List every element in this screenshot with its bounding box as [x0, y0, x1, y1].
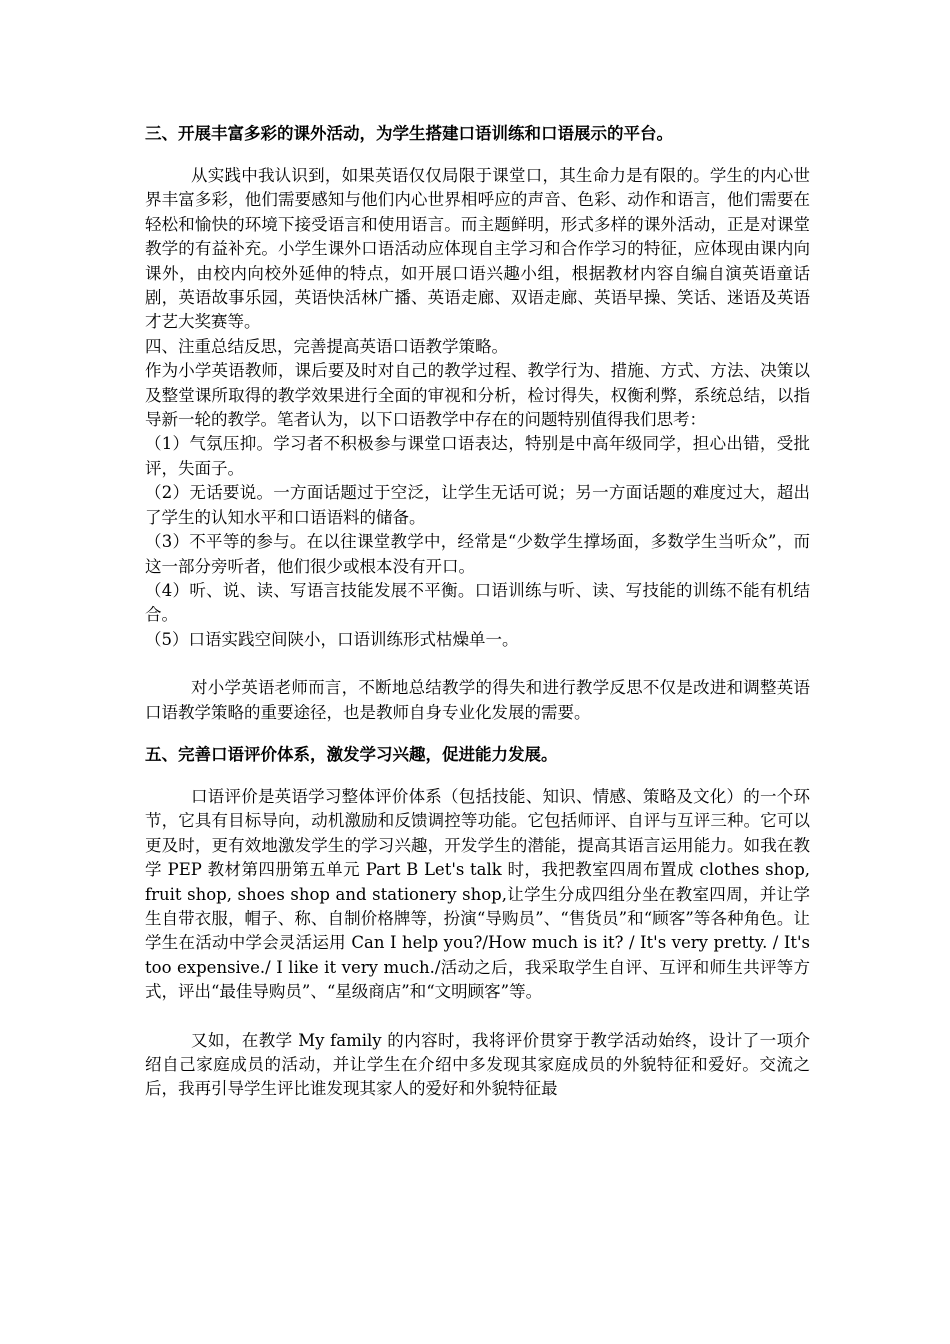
section-5-paragraph-1: 口语评价是英语学习整体评价体系（包括技能、知识、情感、策略及文化）的一个环节，它具有目标导向，动机激励和反馈调控等功能。它包括师评、自评与互评三种。它可以更及时，更有效地激发学生的学习兴趣，开发学生的潜能，提高其语言运用能力。如我在教学 PEP 教材第四册第五单元 Part B Let's talk 时，我把教室四周布置成 clothes shop, fruit shop, shoes shop and stationery shop,让学生分成四组分坐在教室四周，并让学生自带衣服，帽子、称、自制价格牌等，扮演“导购员”、“售货员”和“顾客”等各种角色。让学生在活动中学会灵活运用 Can I help you?/How much is it? / It's very pretty. / It's too expensive./ I like it very much./活动之后，我采取学生自评、互评和师生共评等方式，评出“最佳导购员”、“星级商店”和“文明顾客”等。	[145, 786, 810, 1002]
list-item: （2）无话要说。一方面话题过于空泛，让学生无话可说；另一方面话题的难度过大，超出了学生的认知水平和口语语料的储备。	[145, 483, 810, 527]
section-4-intro: 作为小学英语教师，课后要及时对自己的教学过程、教学行为、措施、方式、方法、决策以及整堂课所取得的教学效果进行全面的审视和分析，检讨得失，权衡利弊，系统总结，以指导新一轮的教学。笔者认为，以下口语教学中存在的问题特别值得我们思考：	[145, 361, 810, 430]
spacer	[145, 652, 810, 676]
spacer	[145, 148, 810, 164]
document-page	[145, 120, 810, 1102]
list-item: （1）气氛压抑。学习者不积极参与课堂口语表达，特别是中高年级同学，担心出错，受批评，失面子。	[145, 434, 810, 478]
list-item: （5）口语实践空间陕小，口语训练形式枯燥单一。	[145, 629, 519, 649]
spacer	[145, 769, 810, 785]
section-5-paragraph-2: 又如，在教学 My family 的内容时，我将评价贯穿于教学活动始终，设计了一项介绍自己家庭成员的活动，并让学生在介绍中多发现其家庭成员的外貌特征和爱好。交流之后，我再引导学生评比谁发现其家人的爱好和外貌特征最	[145, 1030, 810, 1099]
list-item: （4）听、说、读、写语言技能发展不平衡。口语训练与听、读、写技能的训练不能有机结合。	[145, 580, 810, 625]
section-4-heading: 四、注重总结反思，完善提高英语口语教学策略。	[145, 336, 508, 356]
spacer	[145, 1005, 810, 1029]
section-4-conclusion: 对小学英语老师而言，不断地总结教学的得失和进行教学反思不仅是改进和调整英语口语教学策略的重要途径，也是教师自身专业化发展的需要。	[145, 678, 810, 722]
section-5-heading: 五、完善口语评价体系，激发学习兴趣，促进能力发展。	[145, 744, 558, 764]
spacer	[145, 725, 810, 741]
section-3-paragraph: 从实践中我认识到，如果英语仅仅局限于课堂口，其生命力是有限的。学生的内心世界丰富多彩，他们需要感知与他们内心世界相呼应的声音、色彩、动作和语言，他们需要在轻松和愉快的环境下接受语言和使用语言。而主题鲜明，形式多样的课外活动，正是对课堂教学的有益补充。小学生课外口语活动应体现自主学习和合作学习的特征，应体现由课内向课外，由校内向校外延伸的特点，如开展口语兴趣小组，根据教材内容自编自演英语童话剧，英语故事乐园，英语快活林广播、英语走廊、双语走廊、英语早操、笑话、迷语及英语才艺大奖赛等。	[145, 166, 810, 332]
section-3-heading: 三、开展丰富多彩的课外活动，为学生搭建口语训练和口语展示的平台。	[145, 124, 673, 143]
list-item: （3）不平等的参与。在以往课堂教学中，经常是“少数学生撑场面，多数学生当听众”，而这一部分旁听者，他们很少或根本没有开口。	[145, 532, 810, 576]
